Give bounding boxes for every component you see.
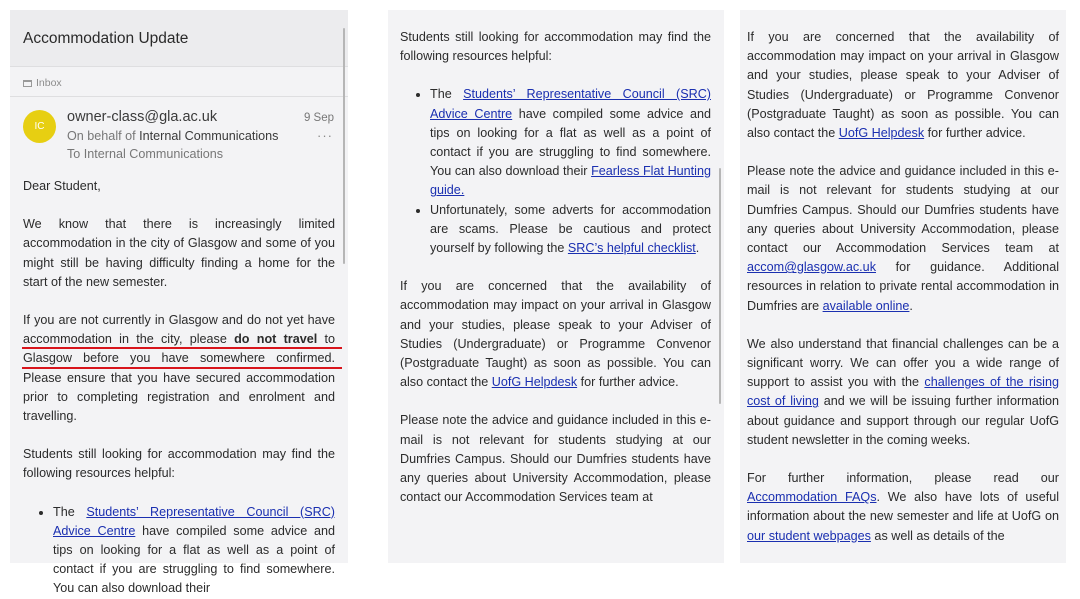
header-divider bbox=[10, 96, 348, 97]
para5-pre: Please note the advice and guidance included in this e-mail is not relevant for students studying at our Dumfries Campus. Should our Dumfries students have any queries about University Accommodation, please contact our Accommodation Services team at bbox=[747, 164, 1059, 256]
list-item bbox=[430, 85, 711, 200]
bullet1-mid: have compiled some advice and tips on looking for a flat as well as a point of contact if you are struggling to find somewhere. You can also download their bbox=[430, 106, 711, 179]
email-body bbox=[747, 28, 1059, 546]
on-behalf-name: Internal Communications bbox=[139, 129, 279, 143]
student-webpages-link[interactable]: our student webpages bbox=[747, 528, 871, 543]
on-behalf-of bbox=[67, 129, 278, 143]
more-options-icon[interactable]: ··· bbox=[317, 128, 333, 143]
paragraph-resources: Students still looking for accommodation may find the following resources helpful: bbox=[23, 447, 335, 481]
travel-text-a: If you are not currently in Glasgow and do not yet have accommodation in the city, please bbox=[23, 313, 335, 347]
src-advice-centre-link[interactable]: Students’ Representative Council (SRC) Advice Centre bbox=[53, 504, 335, 538]
flat-hunting-guide-link[interactable]: Fearless Flat Hunting guide. bbox=[430, 164, 711, 198]
highlight-underline bbox=[22, 367, 342, 369]
para5-pre: Please note the advice and guidance included in this e-mail is not relevant for students studying at our Dumfries Campus. Should our Dumfries students have any queries about University Accommodation, please contact our Accommodation Services team at bbox=[400, 413, 711, 505]
travel-text-b: to Glasgow before you have somewhere confirmed. Please ensure that you have secured accommodation prior to completing registration and enrolment and travelling. bbox=[23, 332, 335, 424]
email-date: 9 Sep bbox=[303, 112, 334, 124]
paragraph-resources: Students still looking for accommodation may find the following resources helpful: bbox=[400, 30, 711, 64]
scrollbar[interactable] bbox=[719, 168, 721, 404]
email-panel-2[interactable] bbox=[388, 10, 724, 563]
accom-email-link[interactable]: accom@glasgow.ac.uk bbox=[747, 260, 876, 275]
scrollbar[interactable] bbox=[343, 28, 345, 264]
para4-post: for further advice. bbox=[924, 126, 1026, 141]
paragraph-concerned bbox=[400, 277, 711, 392]
email-subject: Accommodation Update bbox=[23, 30, 189, 47]
list-item bbox=[53, 503, 335, 599]
cost-of-living-link[interactable]: challenges of the rising cost of living bbox=[747, 375, 1059, 409]
list-item bbox=[430, 201, 711, 259]
greeting: Dear Student, bbox=[23, 179, 101, 193]
paragraph-intro: We know that there is increasingly limited accommodation in the city of Glasgow and some of you might still be having difficulty finding a home for the start of the new semester. bbox=[23, 217, 335, 289]
para5-post: . bbox=[909, 298, 913, 313]
para7-pre: For further information, please read our bbox=[747, 471, 1059, 486]
folder-name: Inbox bbox=[36, 77, 62, 89]
uofg-helpdesk-link[interactable]: UofG Helpdesk bbox=[491, 375, 578, 390]
para5-mid: for guidance. Additional resources in relation to private rental accommodation in Dumfries are bbox=[747, 260, 1059, 313]
folder-label[interactable] bbox=[23, 77, 62, 89]
inbox-icon bbox=[23, 80, 32, 87]
accommodation-faqs-link[interactable]: Accommodation FAQs bbox=[747, 490, 877, 505]
para4-post: for further advice. bbox=[577, 375, 679, 390]
para7-post: as well as details of the bbox=[870, 528, 1005, 543]
bullet1-pre: The bbox=[430, 87, 464, 102]
paragraph-further-info bbox=[747, 469, 1059, 546]
src-advice-centre-link[interactable]: Students’ Representative Council (SRC) Advice Centre bbox=[430, 87, 711, 121]
sender-address[interactable]: owner-class@gla.ac.uk bbox=[67, 109, 218, 125]
para7-mid: . We also have lots of useful information about the new semester and life at UofG on bbox=[747, 490, 1059, 524]
paragraph-financial bbox=[747, 335, 1059, 450]
email-body bbox=[400, 28, 711, 507]
uofg-helpdesk-link[interactable]: UofG Helpdesk bbox=[838, 126, 925, 141]
paragraph-dumfries bbox=[400, 411, 711, 507]
recipient-line: To Internal Communications bbox=[67, 147, 224, 161]
on-behalf-prefix: On behalf of bbox=[67, 129, 136, 143]
highlight-underline bbox=[22, 347, 342, 349]
available-online-link[interactable]: available online bbox=[822, 298, 910, 313]
email-panel-3[interactable] bbox=[740, 10, 1066, 563]
email-panel-1[interactable] bbox=[10, 10, 348, 596]
resource-list bbox=[400, 85, 711, 258]
avatar[interactable]: IC bbox=[23, 110, 56, 143]
paragraph-concerned bbox=[747, 28, 1059, 143]
resource-list bbox=[23, 503, 335, 599]
bullet2-pre: Unfortunately, some adverts for accommodation are scams. Please be cautious and protect yourself by following the bbox=[430, 202, 711, 256]
email-header-bar bbox=[10, 10, 348, 67]
bullet1-mid: have compiled some advice and tips on looking for a flat as well as a point of contact if you are struggling to find somewhere. You can also download their bbox=[53, 523, 335, 596]
para4-pre: If you are concerned that the availability of accommodation may impact on your arrival in Glasgow and your studies, please speak to your Adviser of Studies (Undergraduate) or Programme Convenor (Postgraduate Taught) as soon as possible. You can also contact the bbox=[400, 279, 711, 390]
src-checklist-link[interactable]: SRC’s helpful checklist bbox=[567, 241, 696, 256]
bullet2-post: . bbox=[695, 241, 700, 256]
para6-pre: We also understand that financial challenges can be a significant worry. We can offer you a wide range of support to assist you with the bbox=[747, 336, 1059, 390]
email-body bbox=[23, 177, 335, 599]
do-not-travel-bold: do not travel bbox=[234, 332, 318, 347]
bullet1-pre: The bbox=[53, 504, 87, 519]
paragraph-dumfries bbox=[747, 162, 1059, 316]
para4-pre: If you are concerned that the availability of accommodation may impact on your arrival in Glasgow and your studies, please speak to your Adviser of Studies (Undergraduate) or Programme Convenor (Postgraduate Taught) as soon as possible. You can also contact the bbox=[747, 30, 1059, 141]
para6-post: and we will be issuing further information about guidance and support through our regular UofG student newsletter in the coming weeks. bbox=[747, 394, 1060, 447]
